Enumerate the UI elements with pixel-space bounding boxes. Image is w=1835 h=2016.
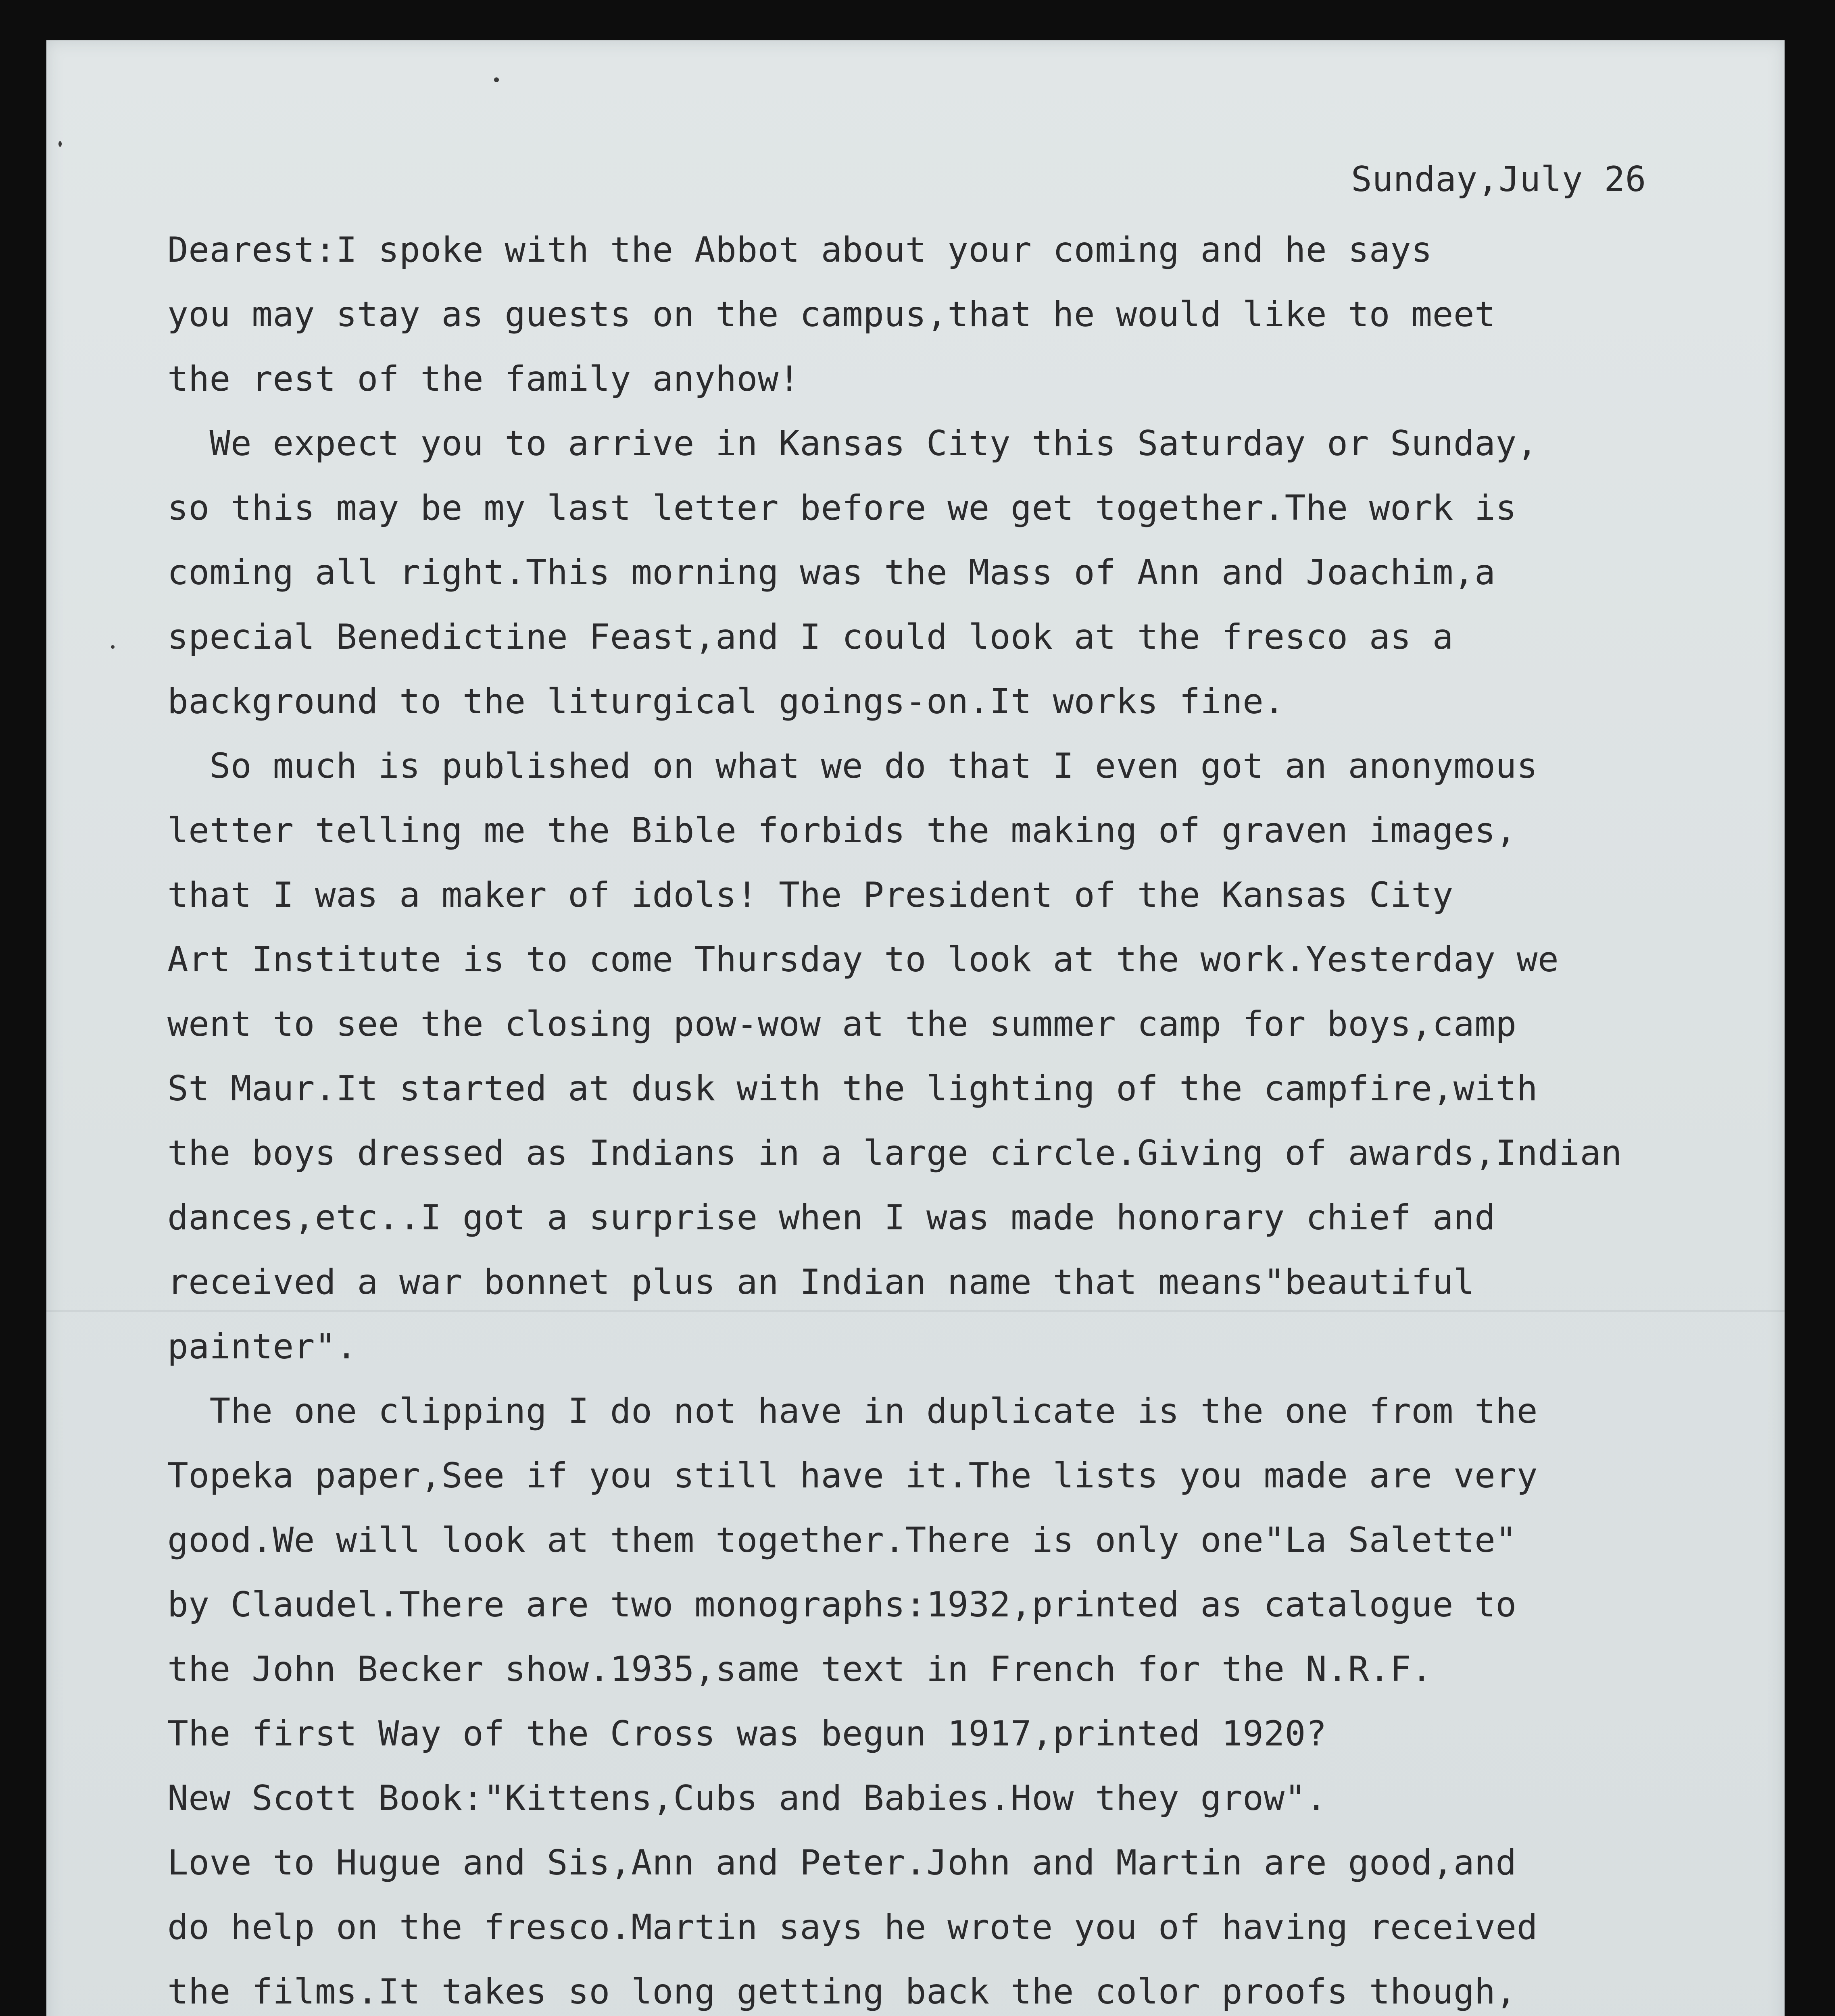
letter-line: by Claudel.There are two monographs:1932,printed as catalogue to	[167, 1585, 1517, 1625]
letter-line: background to the liturgical goings-on.It works fine.	[167, 681, 1285, 722]
letter-line: We expect you to arrive in Kansas City this Saturday or Sunday,	[167, 423, 1538, 464]
paper-speck	[58, 141, 62, 147]
letter-line: you may stay as guests on the campus,that he would like to meet	[167, 294, 1496, 335]
letter-line: that I was a maker of idols! The President of the Kansas City	[167, 875, 1453, 915]
letter-page	[46, 40, 1785, 2016]
letter-line: good.We will look at them together.There is only one"La Salette"	[167, 1520, 1517, 1560]
letter-line: coming all right.This morning was the Mass of Ann and Joachim,a	[167, 552, 1496, 593]
letter-line: The first Way of the Cross was begun 1917,printed 1920?	[167, 1714, 1327, 1754]
letter-line: Love to Hugue and Sis,Ann and Peter.John and Martin are good,and	[167, 1843, 1517, 1883]
letter-line: the John Becker show.1935,same text in French for the N.R.F.	[167, 1649, 1433, 1689]
letter-date: Sunday,July 26	[1351, 159, 1646, 200]
letter-line: New Scott Book:"Kittens,Cubs and Babies.How they grow".	[167, 1778, 1327, 1818]
letter-line: so this may be my last letter before we get together.The work is	[167, 488, 1517, 528]
letter-line: painter".	[167, 1327, 357, 1367]
letter-line: So much is published on what we do that I even got an anonymous	[167, 746, 1538, 786]
letter-line: the rest of the family anyhow!	[167, 359, 800, 399]
letter-line: The one clipping I do not have in duplicate is the one from the	[167, 1391, 1538, 1431]
letter-line: Dearest:I spoke with the Abbot about your coming and he says	[167, 230, 1433, 270]
paper-speck	[111, 645, 115, 649]
letter-line: Topeka paper,See if you still have it.The lists you made are very	[167, 1456, 1538, 1496]
letter-line: letter telling me the Bible forbids the making of graven images,	[167, 810, 1517, 851]
letter-line: St Maur.It started at dusk with the lighting of the campfire,with	[167, 1068, 1538, 1109]
letter-line: dances,etc..I got a surprise when I was made honorary chief and	[167, 1198, 1496, 1238]
letter-line: the boys dressed as Indians in a large circle.Giving of awards,Indian	[167, 1133, 1622, 1173]
letter-line: went to see the closing pow-wow at the summer camp for boys,camp	[167, 1004, 1517, 1044]
letter-line: Art Institute is to come Thursday to look at the work.Yesterday we	[167, 939, 1559, 980]
letter-line: do help on the fresco.Martin says he wrote you of having received	[167, 1907, 1538, 1947]
letter-line: the films.It takes so long getting back the color proofs though,	[167, 1972, 1517, 2012]
letter-line: received a war bonnet plus an Indian name that means"beautiful	[167, 1262, 1475, 1302]
paper-speck	[494, 77, 499, 82]
letter-line: special Benedictine Feast,and I could look at the fresco as a	[167, 617, 1453, 657]
